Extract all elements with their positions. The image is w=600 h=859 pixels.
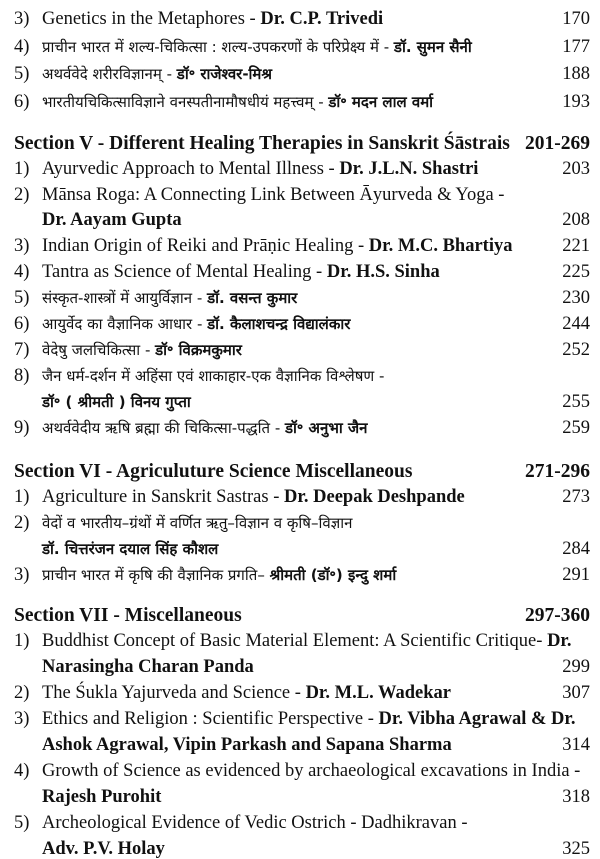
entry-number: 1)	[14, 631, 30, 651]
entry-page-number: 325	[562, 839, 590, 859]
entry-page-number: 230	[562, 288, 590, 308]
entry-title: Ayurvedic Approach to Mental Illness -	[42, 159, 340, 179]
entry-page-number: 225	[562, 262, 590, 282]
entry-page-number: 252	[562, 340, 590, 360]
entry-author: डॉ. कैलाशचन्द्र विद्यालंकार	[207, 315, 351, 333]
entry-title-line	[42, 565, 396, 585]
entry-title-line	[42, 761, 580, 781]
entry-title-line	[42, 813, 468, 833]
entry-author: डॉ॰ अनुभा जैन	[285, 419, 368, 437]
entry-title: अथर्ववेदीय ऋषि ब्रह्मा की चिकित्सा-पद्धति -	[42, 419, 286, 437]
entry-page-number: 291	[562, 565, 590, 585]
entry-title-line	[42, 288, 297, 308]
entry-title: Genetics in the Metaphores -	[42, 9, 261, 29]
entry-author: डॉ॰ मदन लाल वर्मा	[328, 93, 434, 111]
entry-number: 4)	[14, 262, 30, 282]
entry-page-number: 318	[562, 787, 590, 807]
entry-page-number: 314	[562, 735, 590, 755]
entry-title: Growth of Science as evidenced by archaeological excavations in India -	[42, 761, 581, 781]
entry-number: 6)	[14, 314, 30, 334]
entry-title-line	[42, 9, 383, 29]
entry-title-line	[42, 185, 504, 205]
entry-title: The Śukla Yajurveda and Science -	[42, 683, 306, 703]
entry-author: Dr. Aayam Gupta	[42, 210, 182, 230]
entry-number: 6)	[14, 92, 30, 112]
section-page-range: 297-360	[525, 605, 590, 626]
entry-page-number: 255	[562, 392, 590, 412]
entry-title-line	[42, 340, 242, 360]
entry-title: Ethics and Religion : Scientific Perspective -	[42, 709, 379, 729]
entry-title-line	[42, 418, 367, 438]
entry-author-start: Dr. Vibha Agrawal & Dr.	[378, 709, 576, 729]
entry-title: वेदों व भारतीय–ग्रंथों में वर्णित ऋतु–विज्ञान व कृषि–विज्ञान	[42, 514, 353, 532]
entry-author: Dr. M.L. Wadekar	[305, 683, 452, 703]
entry-number: 8)	[14, 366, 30, 386]
entry-title: Agriculture in Sanskrit Sastras -	[42, 487, 284, 507]
entry-page-number: 244	[562, 314, 590, 334]
entry-title-line	[42, 709, 576, 729]
section-title: Section VI - Agriculuture Science Miscellaneous	[14, 461, 413, 482]
entry-number: 3)	[14, 9, 30, 29]
entry-title: वेदेषु जलचिकित्सा -	[42, 341, 156, 359]
entry-title-line	[42, 314, 350, 334]
entry-author: Adv. P.V. Holay	[42, 839, 165, 859]
entry-author: डॉ॰ विक्रमकुमार	[155, 341, 242, 359]
entry-author: डॉ. सुमन सैनी	[393, 38, 472, 56]
entry-title: प्राचीन भारत में शल्य-चिकित्सा : शल्य-उपकरणों के परिप्रेक्ष्य में -	[42, 38, 394, 56]
section-page-range: 271-296	[525, 461, 590, 482]
entry-author: डॉ॰ राजेश्वर-मिश्र	[176, 65, 273, 83]
entry-page-number: 284	[562, 539, 590, 559]
entry-title-line	[42, 92, 433, 112]
entry-title-line	[42, 366, 384, 386]
entry-page-number: 177	[562, 37, 590, 57]
entry-author: डॉ. वसन्त कुमार	[207, 289, 298, 307]
entry-title: Archeological Evidence of Vedic Ostrich - Dadhikravan -	[42, 813, 468, 833]
entry-author: Dr. Deepak Deshpande	[284, 487, 465, 507]
entry-author: श्रीमती (डॉ॰) इन्दु शर्मा	[269, 566, 397, 584]
entry-page-number: 299	[562, 657, 590, 677]
entry-page-number: 188	[562, 64, 590, 84]
entry-number: 3)	[14, 236, 30, 256]
entry-number: 4)	[14, 37, 30, 57]
entry-title: जैन धर्म-दर्शन में अहिंसा एवं शाकाहार-एक वैज्ञानिक विश्लेषण -	[42, 367, 385, 385]
entry-page-number: 208	[562, 210, 590, 230]
entry-page-number: 203	[562, 159, 590, 179]
entry-page-number: 259	[562, 418, 590, 438]
entry-number: 5)	[14, 813, 30, 833]
entry-title: Mānsa Roga: A Connecting Link Between Āyurveda & Yoga -	[42, 185, 505, 205]
entry-title-line	[42, 37, 472, 57]
entry-number: 2)	[14, 185, 30, 205]
entry-number: 4)	[14, 761, 30, 781]
entry-number: 1)	[14, 159, 30, 179]
entry-number: 5)	[14, 64, 30, 84]
entry-title-line	[42, 631, 572, 651]
entry-author: डॉ. चित्तरंजन दयाल सिंह कौशल	[42, 540, 219, 558]
entry-author: Rajesh Purohit	[42, 787, 162, 807]
entry-number: 3)	[14, 565, 30, 585]
entry-title: प्राचीन भारत में कृषि की वैज्ञानिक प्रगति–	[42, 566, 270, 584]
entry-title: Buddhist Concept of Basic Material Element: A Scientific Critique-	[42, 631, 548, 651]
entry-page-number: 307	[562, 683, 590, 703]
entry-author: Dr. M.C. Bhartiya	[368, 236, 513, 256]
entry-page-number: 273	[562, 487, 590, 507]
entry-author-start: Dr.	[547, 631, 572, 651]
entry-title: Indian Origin of Reiki and Prāṇic Healing -	[42, 236, 369, 256]
entry-title-line	[42, 487, 465, 507]
entry-number: 3)	[14, 709, 30, 729]
entry-title-line	[42, 683, 451, 703]
entry-page-number: 170	[562, 9, 590, 29]
entry-number: 2)	[14, 683, 30, 703]
entry-author: डॉ॰ ( श्रीमती ) विनय गुप्ता	[42, 393, 191, 411]
entry-title: आयुर्वेद का वैज्ञानिक आधार -	[42, 315, 208, 333]
section-title: Section VII - Miscellaneous	[14, 605, 242, 626]
entry-author: Narasingha Charan Panda	[42, 657, 254, 677]
entry-author: Dr. H.S. Sinha	[326, 262, 440, 282]
section-page-range: 201-269	[525, 133, 590, 154]
entry-author: Ashok Agrawal, Vipin Parkash and Sapana Sharma	[42, 735, 452, 755]
entry-page-number: 193	[562, 92, 590, 112]
entry-title: Tantra as Science of Mental Healing -	[42, 262, 327, 282]
entry-title-line	[42, 262, 440, 282]
entry-title: संस्कृत-शास्त्रों में आयुर्विज्ञान -	[42, 289, 208, 307]
entry-number: 2)	[14, 513, 30, 533]
entry-title-line	[42, 236, 512, 256]
entry-author: Dr. C.P. Trivedi	[260, 9, 384, 29]
entry-title: भारतीयचिकित्साविज्ञाने वनस्पतीनामौषधीयं महत्त्वम् -	[42, 93, 329, 111]
entry-page-number: 221	[562, 236, 590, 256]
entry-title-line	[42, 64, 272, 84]
entry-number: 1)	[14, 487, 30, 507]
entry-title: अथर्ववेदे शरीरविज्ञानम् -	[42, 65, 177, 83]
entry-title-line	[42, 159, 478, 179]
entry-title-line	[42, 513, 353, 533]
entry-author: Dr. J.L.N. Shastri	[339, 159, 479, 179]
entry-number: 5)	[14, 288, 30, 308]
section-title: Section V - Different Healing Therapies in Sanskrit Śāstrais	[14, 133, 510, 154]
entry-number: 7)	[14, 340, 30, 360]
entry-number: 9)	[14, 418, 30, 438]
